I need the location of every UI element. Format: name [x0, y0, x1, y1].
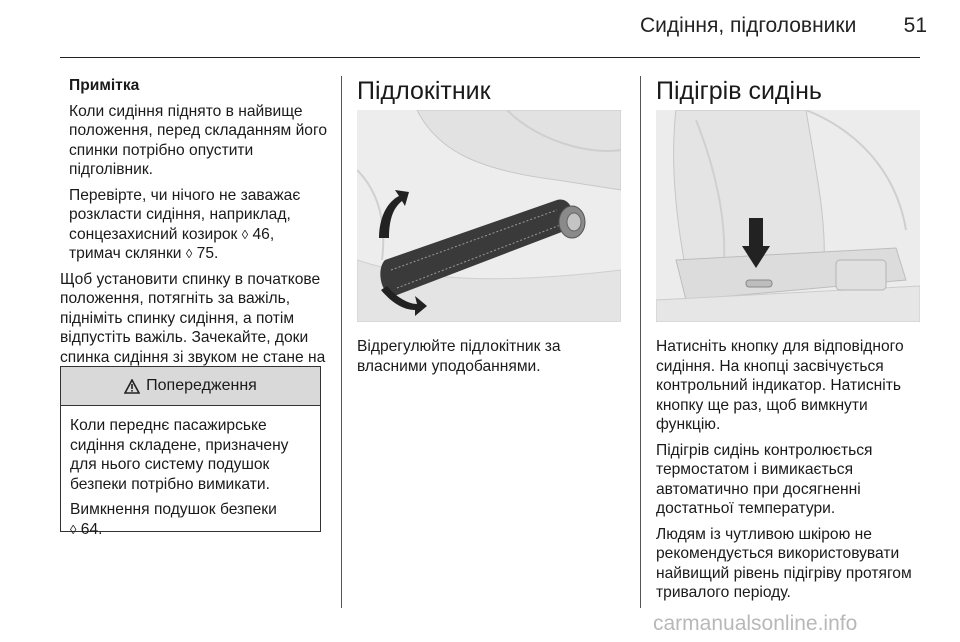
seat-heating-heading: Підігрів сидінь	[656, 77, 822, 105]
armrest-illustration	[357, 110, 621, 322]
seat-heating-paragraph-2: Підігрів сидінь контролюється термостатом і вимикається автоматично при досягненні достатньої температури.	[656, 441, 873, 517]
page-ref-link[interactable]: 64.	[80, 520, 103, 538]
warning-paragraph-2: Вимкнення подушок безпеки ◊ 64.	[70, 501, 277, 538]
page-ref-icon: ◊	[241, 226, 249, 242]
header-rule	[60, 57, 920, 58]
body-paragraph: Щоб установити спинку в початкове положення, потягніть за важіль, підніміть спинку сидіння, а потім відпустіть важіль. Зачекайте, доки спинка сидіння зі звуком не стане на	[60, 270, 326, 366]
note-title: Примітка	[69, 77, 140, 94]
page-ref-icon: ◊	[70, 521, 77, 537]
middle-column	[357, 76, 625, 106]
left-column	[60, 76, 328, 393]
seat-heating-paragraph-1: Натисніть кнопку для відповідного сидіння. На кнопці засвічується контрольний індикатор. Натисніть кнопку ще раз, щоб вимкнути функцію.	[656, 338, 904, 433]
warning-title: Попередження	[146, 377, 257, 394]
seat-heating-text	[656, 337, 924, 609]
note-paragraph-1: Коли сидіння піднято в найвище положення, перед складанням його спинки потрібно опустити підголівник.	[69, 102, 327, 178]
warning-paragraph-1: Коли переднє пасажирське сидіння складене, призначену для нього систему подушок безпеки потрібно вимикати.	[70, 417, 289, 493]
armrest-caption-block	[357, 337, 625, 382]
page-ref-link[interactable]: 46,	[252, 225, 275, 243]
page-ref-link[interactable]: 75.	[196, 245, 219, 262]
warning-header	[61, 367, 320, 406]
warning-content	[61, 406, 320, 539]
armrest-caption: Відрегулюйте підлокітник за власними уподобаннями.	[357, 338, 561, 375]
armrest-heading: Підлокітник	[357, 77, 491, 105]
watermark-text: carmanualsonline.info	[653, 612, 858, 635]
running-header-title: Сидіння, підголовники	[640, 14, 857, 37]
page-number: 51	[903, 14, 927, 37]
note-block	[60, 76, 328, 264]
page-ref-icon: ◊	[185, 246, 193, 261]
right-column	[656, 76, 924, 106]
note-paragraph-2: Перевірте, чи нічого не заважає розкласти сидіння, наприклад, сонцезахисний козирок ◊ 46, тримач склянки ◊ 75.	[69, 186, 301, 262]
seat-heating-illustration	[656, 110, 920, 322]
warning-triangle-icon	[124, 379, 140, 394]
column-divider-left	[341, 76, 342, 608]
seat-heating-paragraph-3: Людям із чутливою шкірою не рекомендується використовувати найвищий рівень підігріву протягом тривалого періоду.	[656, 525, 912, 601]
warning-box	[60, 366, 321, 538]
column-divider-right	[640, 76, 641, 608]
